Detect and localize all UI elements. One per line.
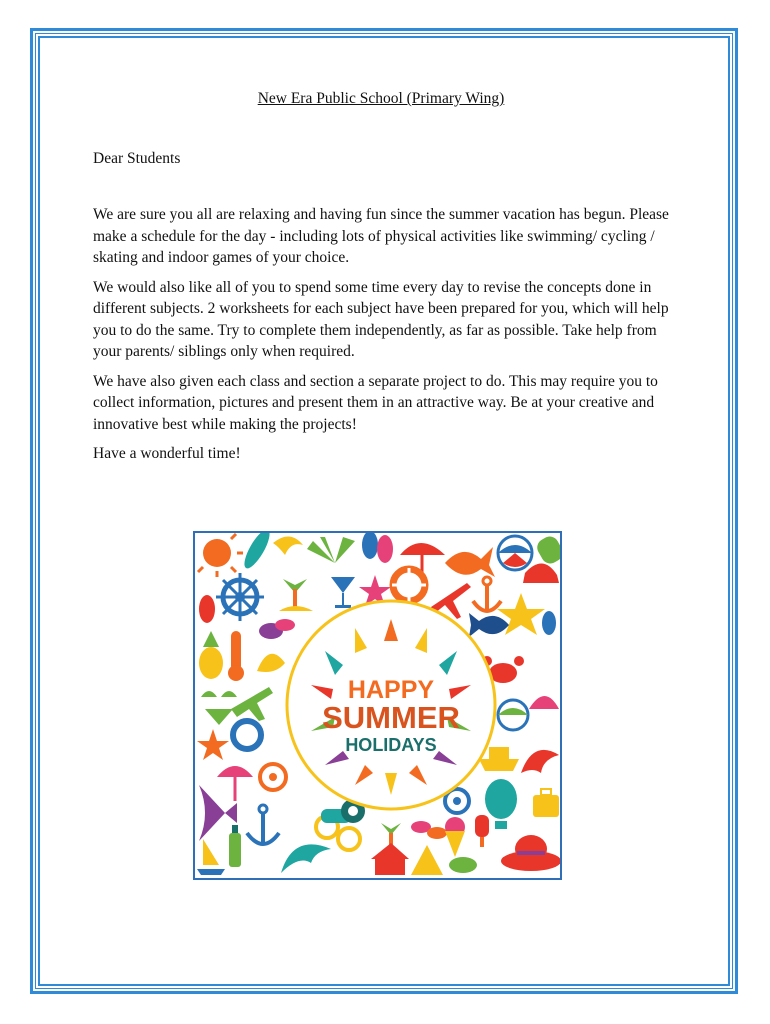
life-ring-icon [392,568,426,602]
airplane-left-icon [231,687,273,721]
sun-icon [198,533,243,577]
angelfish-icon [199,785,237,841]
fish-icon [445,547,495,577]
wave-icon [273,536,303,555]
palm-island-icon [279,579,313,611]
sailboat-icon [197,839,225,875]
cocktail-icon [331,577,355,608]
dolphin-icon [281,844,331,873]
bikini-icon [201,691,237,725]
salutation: Dear Students [93,150,181,167]
poster-holidays-text: HOLIDAYS [345,735,437,755]
umbrella-right-icon [529,696,559,709]
cap-icon [523,563,559,583]
sun-hat-icon [501,835,560,871]
ship-wheel-left-icon [260,764,286,790]
shell-icon [257,654,285,672]
slippers-icon [259,619,295,639]
sunscreen-icon [229,825,241,867]
surfboard-icon [240,533,274,572]
central-badge [287,601,495,809]
paragraph-activities: We are sure you all are relaxing and having fun since the summer vacation has begun. Please make a schedule for the day - including lots of physical activities like swimming/ cycling / skating and indoor games of your choice. [93,206,669,266]
paragraph-projects: We have also given each class and section a separate project to do. This may require you to collect information, pictures and present them in an attractive way. Be at your creative and innovative best while making the projects! [93,372,658,433]
flip-flops-right-icon [542,611,556,635]
tropical-fish-icon [469,613,509,637]
party-hat-icon [411,845,443,875]
poster-summer-text: SUMMER [322,700,460,735]
palm-leaves-icon [307,537,355,563]
dolphin-right-icon [521,750,559,773]
anchor-top-icon [473,577,501,611]
ship-wheel-icon [216,573,264,621]
life-ring-left-icon [233,721,261,749]
starfish-left-icon [197,729,229,760]
umbrella-left-icon [217,766,253,801]
paragraph-closing: Have a wonderful time! [93,445,241,462]
ice-cream-bar-icon [534,533,560,567]
flip-flops-left-icon [199,595,215,623]
ice-cream-cone-icon [445,817,465,857]
anchor-bottom-icon [247,805,279,845]
paragraph-worksheets: We would also like all of you to spend some time every day to revise the concepts done in different subjects. 2 worksheets for each subject have been prepared for you, which will help you to do the same. Try to complete them independently, as far as possible. Take help from your parents/ siblings only when required. [93,278,669,360]
hot-air-balloon-icon [485,779,517,829]
poster-happy-text: HAPPY [347,676,435,704]
crab-bottom-icon [449,857,477,873]
poster-artwork [195,533,560,878]
school-title: New Era Public School (Primary Wing) [257,90,505,107]
flip-flops-icon [362,533,393,563]
pineapple-icon [199,631,223,679]
popsicle-icon [475,815,489,847]
house-icon [371,843,409,875]
beach-ball-icon [498,536,532,570]
thermometer-icon [228,631,244,681]
letter-body [93,88,673,473]
sandals-bottom-icon [411,821,447,839]
suitcase-icon [533,789,559,817]
happy-summer-holidays-poster [193,531,562,880]
beach-ball-right-icon [498,700,528,730]
